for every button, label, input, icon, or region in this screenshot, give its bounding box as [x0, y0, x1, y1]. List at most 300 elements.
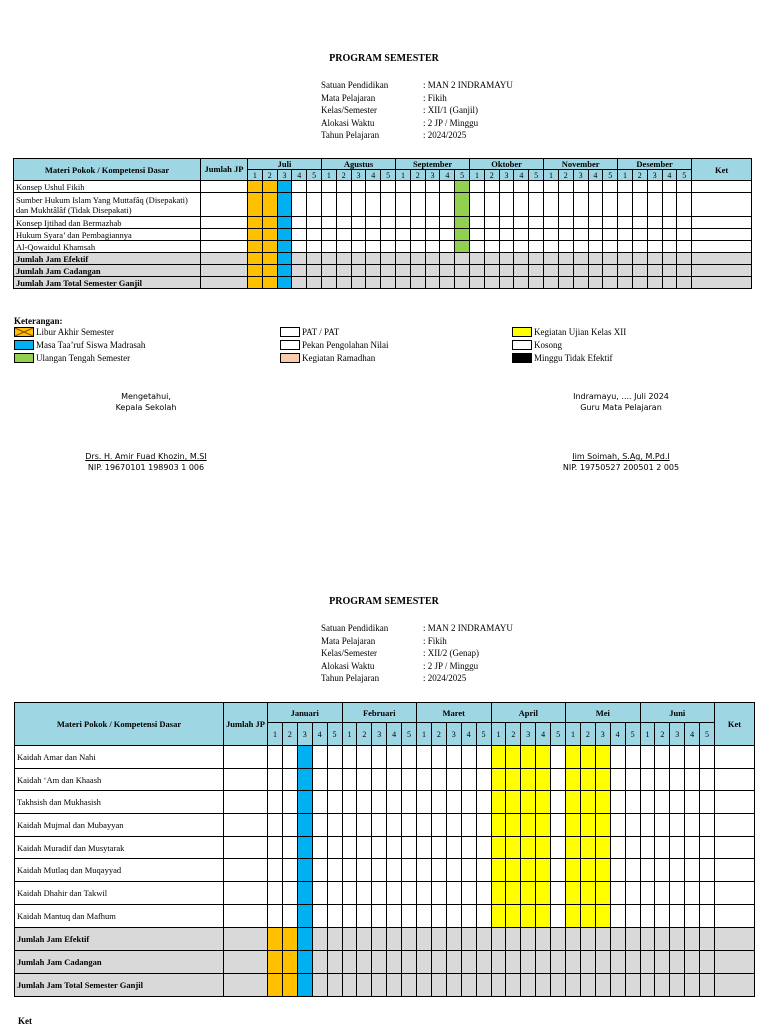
week-cell: [640, 791, 655, 814]
week-cell: [603, 277, 618, 289]
week-cell: [357, 746, 372, 769]
week-cell: [573, 229, 588, 241]
week-cell: [499, 241, 514, 253]
week-cell: [655, 814, 670, 837]
doc1-schedule-table: [13, 158, 752, 289]
week-cell: [372, 836, 387, 859]
header-week: 3: [499, 170, 514, 181]
week-cell: [685, 882, 700, 905]
week-cell: [662, 265, 677, 277]
week-cell: [588, 253, 603, 265]
header-week: 2: [580, 723, 595, 746]
week-cell: [662, 277, 677, 289]
week-cell: [417, 746, 432, 769]
table-row: [14, 181, 752, 193]
legend-swatch: [14, 327, 34, 337]
week-cell: [342, 814, 357, 837]
week-cell: [372, 950, 387, 973]
week-cell: [381, 277, 396, 289]
week-cell: [670, 859, 685, 882]
week-cell: [521, 859, 536, 882]
week-cell: [632, 265, 647, 277]
week-cell: [381, 193, 396, 217]
header-month: Juni: [640, 703, 715, 723]
week-cell: [431, 836, 446, 859]
jp-cell: [224, 768, 268, 791]
week-cell: [470, 217, 485, 229]
week-cell: [610, 746, 625, 769]
week-cell: [685, 746, 700, 769]
materi-cell: Hukum Syara’ dan Pembagiannya: [14, 229, 201, 241]
week-cell: [536, 746, 551, 769]
week-cell: [268, 950, 283, 973]
week-cell: [558, 181, 573, 193]
week-cell: [312, 882, 327, 905]
week-cell: [610, 791, 625, 814]
ket-cell: [692, 193, 752, 217]
jp-cell: [224, 791, 268, 814]
week-cell: [262, 265, 277, 277]
week-cell: [417, 882, 432, 905]
table-row: [14, 229, 752, 241]
week-cell: [521, 882, 536, 905]
week-cell: [268, 768, 283, 791]
week-cell: [566, 927, 581, 950]
header-week: 2: [282, 723, 297, 746]
week-cell: [455, 193, 470, 217]
week-cell: [566, 768, 581, 791]
week-cell: [558, 277, 573, 289]
week-cell: [640, 927, 655, 950]
info-key: Satuan Pendidikan: [321, 623, 389, 633]
header-week: 3: [573, 170, 588, 181]
legend-swatch: [280, 353, 300, 363]
week-cell: [402, 859, 417, 882]
week-cell: [336, 241, 351, 253]
week-cell: [521, 746, 536, 769]
header-jumlah-jp: Jumlah JP: [201, 159, 248, 181]
week-cell: [425, 229, 440, 241]
week-cell: [573, 253, 588, 265]
header-jumlah-jp: Jumlah JP: [224, 703, 268, 746]
materi-cell: Jumlah Jam Cadangan: [15, 950, 224, 973]
signature-left-nip: NIP. 19670101 198903 1 006: [87, 463, 205, 472]
week-cell: [491, 768, 506, 791]
week-cell: [455, 229, 470, 241]
week-cell: [670, 973, 685, 996]
week-cell: [580, 904, 595, 927]
week-cell: [670, 791, 685, 814]
week-cell: [327, 973, 342, 996]
jp-cell: [224, 927, 268, 950]
week-cell: [655, 882, 670, 905]
week-cell: [662, 217, 677, 229]
week-cell: [529, 193, 544, 217]
header-week: 3: [425, 170, 440, 181]
info-key: Tahun Pelajaran: [321, 130, 380, 140]
week-cell: [529, 181, 544, 193]
week-cell: [425, 277, 440, 289]
week-cell: [282, 814, 297, 837]
week-cell: [366, 217, 381, 229]
week-cell: [277, 181, 292, 193]
week-cell: [647, 277, 662, 289]
week-cell: [670, 768, 685, 791]
week-cell: [387, 859, 402, 882]
week-cell: [514, 229, 529, 241]
week-cell: [632, 241, 647, 253]
header-week: 4: [662, 170, 677, 181]
header-month: Januari: [268, 703, 343, 723]
week-cell: [640, 836, 655, 859]
week-cell: [618, 253, 633, 265]
signature-right-line1: Indramayu, .... Juli 2024: [573, 392, 669, 401]
jp-cell: [201, 229, 248, 241]
week-cell: [529, 229, 544, 241]
header-month: Juli: [248, 159, 322, 170]
week-cell: [277, 217, 292, 229]
header-ket: Ket: [715, 703, 755, 746]
week-cell: [402, 768, 417, 791]
week-cell: [307, 193, 322, 217]
week-cell: [461, 973, 476, 996]
summary-row: [14, 265, 752, 277]
week-cell: [292, 277, 307, 289]
week-cell: [342, 791, 357, 814]
header-week: 3: [521, 723, 536, 746]
week-cell: [410, 253, 425, 265]
jp-cell: [224, 746, 268, 769]
week-cell: [514, 193, 529, 217]
week-cell: [625, 904, 640, 927]
week-cell: [499, 181, 514, 193]
week-cell: [470, 265, 485, 277]
info-key: Tahun Pelajaran: [321, 673, 380, 683]
week-cell: [292, 253, 307, 265]
week-cell: [262, 217, 277, 229]
week-cell: [499, 277, 514, 289]
week-cell: [580, 927, 595, 950]
week-cell: [506, 791, 521, 814]
week-cell: [381, 181, 396, 193]
week-cell: [677, 253, 692, 265]
week-cell: [307, 181, 322, 193]
week-cell: [431, 950, 446, 973]
week-cell: [327, 836, 342, 859]
week-cell: [322, 217, 337, 229]
week-cell: [312, 814, 327, 837]
week-cell: [342, 882, 357, 905]
signature-left: [46, 391, 246, 473]
week-cell: [372, 927, 387, 950]
header-week: 5: [327, 723, 342, 746]
materi-cell: Konsep Ushul Fikih: [14, 181, 201, 193]
week-cell: [282, 746, 297, 769]
week-cell: [327, 950, 342, 973]
table-row: [15, 814, 755, 837]
week-cell: [618, 193, 633, 217]
week-cell: [396, 181, 411, 193]
week-cell: [580, 973, 595, 996]
materi-cell: Jumlah Jam Efektif: [15, 927, 224, 950]
week-cell: [417, 791, 432, 814]
header-week: 4: [440, 170, 455, 181]
week-cell: [336, 253, 351, 265]
week-cell: [440, 265, 455, 277]
week-cell: [685, 904, 700, 927]
week-cell: [461, 859, 476, 882]
week-cell: [640, 746, 655, 769]
week-cell: [521, 973, 536, 996]
table-row: [15, 836, 755, 859]
week-cell: [417, 768, 432, 791]
week-cell: [327, 814, 342, 837]
week-cell: [357, 882, 372, 905]
week-cell: [685, 950, 700, 973]
week-cell: [625, 746, 640, 769]
week-cell: [461, 927, 476, 950]
week-cell: [662, 181, 677, 193]
week-cell: [685, 768, 700, 791]
week-cell: [536, 791, 551, 814]
week-cell: [322, 181, 337, 193]
header-week: 5: [700, 723, 715, 746]
week-cell: [312, 973, 327, 996]
week-cell: [327, 791, 342, 814]
jp-cell: [224, 882, 268, 905]
header-week: 1: [248, 170, 263, 181]
header-week: 3: [595, 723, 610, 746]
header-week: 2: [655, 723, 670, 746]
info-value: : MAN 2 INDRAMAYU: [423, 623, 513, 633]
week-cell: [282, 859, 297, 882]
week-cell: [484, 229, 499, 241]
week-cell: [551, 859, 566, 882]
week-cell: [440, 217, 455, 229]
week-cell: [580, 950, 595, 973]
header-week: 2: [484, 170, 499, 181]
week-cell: [357, 904, 372, 927]
summary-row: [14, 277, 752, 289]
week-cell: [700, 859, 715, 882]
week-cell: [312, 746, 327, 769]
week-cell: [431, 973, 446, 996]
header-month: Maret: [417, 703, 492, 723]
week-cell: [268, 927, 283, 950]
header-week: 5: [381, 170, 396, 181]
summary-row: [15, 973, 755, 996]
doc1-info: [321, 79, 513, 142]
week-cell: [484, 217, 499, 229]
week-cell: [455, 181, 470, 193]
week-cell: [372, 768, 387, 791]
signature-left-line2: Kepala Sekolah: [115, 403, 177, 412]
header-week: 2: [410, 170, 425, 181]
week-cell: [551, 836, 566, 859]
week-cell: [322, 253, 337, 265]
week-cell: [292, 265, 307, 277]
week-cell: [506, 927, 521, 950]
week-cell: [491, 973, 506, 996]
table-row: [15, 791, 755, 814]
week-cell: [455, 253, 470, 265]
week-cell: [685, 836, 700, 859]
week-cell: [625, 768, 640, 791]
header-week: 4: [366, 170, 381, 181]
week-cell: [470, 181, 485, 193]
header-week: 1: [566, 723, 581, 746]
week-cell: [536, 904, 551, 927]
week-cell: [536, 973, 551, 996]
week-cell: [357, 836, 372, 859]
week-cell: [387, 836, 402, 859]
week-cell: [588, 229, 603, 241]
week-cell: [282, 904, 297, 927]
week-cell: [610, 859, 625, 882]
week-cell: [351, 265, 366, 277]
header-week: 5: [603, 170, 618, 181]
info-row: [321, 635, 513, 648]
week-cell: [342, 768, 357, 791]
week-cell: [603, 193, 618, 217]
week-cell: [417, 814, 432, 837]
info-key: Kelas/Semester: [321, 105, 377, 115]
week-cell: [336, 181, 351, 193]
week-cell: [670, 814, 685, 837]
week-cell: [417, 859, 432, 882]
week-cell: [491, 882, 506, 905]
week-cell: [573, 241, 588, 253]
week-cell: [387, 904, 402, 927]
week-cell: [647, 241, 662, 253]
header-week: 4: [685, 723, 700, 746]
header-week: 5: [455, 170, 470, 181]
week-cell: [521, 768, 536, 791]
week-cell: [521, 836, 536, 859]
week-cell: [357, 768, 372, 791]
week-cell: [610, 927, 625, 950]
header-week: 2: [558, 170, 573, 181]
week-cell: [372, 859, 387, 882]
week-cell: [342, 836, 357, 859]
info-value: : Fikih: [423, 92, 447, 103]
week-cell: [396, 193, 411, 217]
header-week: 4: [536, 723, 551, 746]
info-value: : 2 JP / Minggu: [423, 117, 479, 128]
week-cell: [262, 277, 277, 289]
week-cell: [580, 814, 595, 837]
week-cell: [499, 217, 514, 229]
legend-item: [14, 340, 145, 350]
jp-cell: [201, 217, 248, 229]
legend-label: Libur Akhir Semester: [36, 327, 114, 337]
table-row: [15, 859, 755, 882]
jp-cell: [224, 950, 268, 973]
legend-item: [512, 340, 562, 350]
ket-cell: [715, 814, 755, 837]
week-cell: [282, 950, 297, 973]
week-cell: [312, 859, 327, 882]
legend-item: [512, 327, 626, 337]
week-cell: [700, 768, 715, 791]
header-week: 3: [372, 723, 387, 746]
week-cell: [351, 193, 366, 217]
info-key: Alokasi Waktu: [321, 117, 375, 128]
ket-cell: [715, 768, 755, 791]
week-cell: [455, 217, 470, 229]
week-cell: [544, 229, 559, 241]
week-cell: [307, 253, 322, 265]
header-month: Februari: [342, 703, 417, 723]
week-cell: [357, 814, 372, 837]
week-cell: [640, 904, 655, 927]
week-cell: [277, 277, 292, 289]
week-cell: [551, 904, 566, 927]
materi-cell: Kaidah Mujmal dan Mubayyan: [15, 814, 224, 837]
week-cell: [618, 265, 633, 277]
week-cell: [402, 791, 417, 814]
materi-cell: Kaidah Mutlaq dan Muqayyad: [15, 859, 224, 882]
signature-right-line2: Guru Mata Pelajaran: [580, 403, 662, 412]
week-cell: [248, 265, 263, 277]
week-cell: [381, 241, 396, 253]
week-cell: [499, 229, 514, 241]
week-cell: [410, 193, 425, 217]
ket-cell: [715, 973, 755, 996]
week-cell: [372, 904, 387, 927]
week-cell: [655, 836, 670, 859]
jp-cell: [201, 181, 248, 193]
week-cell: [558, 241, 573, 253]
week-cell: [506, 882, 521, 905]
legend-label: Ulangan Tengah Semester: [36, 353, 131, 363]
header-month: Desember: [618, 159, 692, 170]
week-cell: [677, 193, 692, 217]
header-week: 1: [544, 170, 559, 181]
week-cell: [446, 746, 461, 769]
week-cell: [655, 791, 670, 814]
week-cell: [558, 253, 573, 265]
week-cell: [336, 217, 351, 229]
week-cell: [342, 927, 357, 950]
week-cell: [268, 836, 283, 859]
header-ket: Ket: [692, 159, 752, 181]
week-cell: [521, 904, 536, 927]
week-cell: [544, 241, 559, 253]
info-value: : 2024/2025: [423, 130, 467, 140]
week-cell: [566, 950, 581, 973]
week-cell: [282, 927, 297, 950]
week-cell: [297, 927, 312, 950]
header-week: 1: [396, 170, 411, 181]
week-cell: [521, 950, 536, 973]
week-cell: [440, 229, 455, 241]
week-cell: [640, 814, 655, 837]
week-cell: [372, 791, 387, 814]
week-cell: [506, 746, 521, 769]
week-cell: [551, 950, 566, 973]
week-cell: [580, 859, 595, 882]
week-cell: [342, 746, 357, 769]
header-week: 3: [297, 723, 312, 746]
week-cell: [610, 836, 625, 859]
header-week: 2: [506, 723, 521, 746]
info-row: [321, 647, 513, 660]
week-cell: [440, 277, 455, 289]
week-cell: [618, 277, 633, 289]
week-cell: [366, 277, 381, 289]
week-cell: [640, 950, 655, 973]
